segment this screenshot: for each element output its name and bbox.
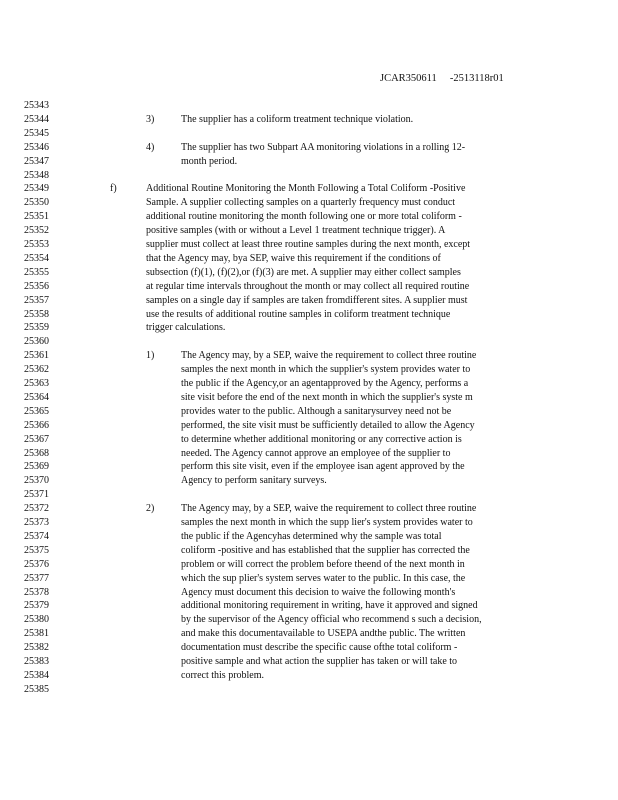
line-number: 25356 xyxy=(24,280,49,292)
line-number: 25363 xyxy=(24,378,49,389)
text-line: additional routine monitoring the month following one or more total coliform - xyxy=(146,211,462,223)
text-line: The supplier has two Subpart AA monitoring violations in a rolling 12- xyxy=(181,141,466,153)
line-number: 25359 xyxy=(24,322,49,334)
document-id-header: JCAR350611 -2513118r01 xyxy=(380,73,504,84)
line-number: 25350 xyxy=(24,197,49,209)
line-number: 25360 xyxy=(24,336,49,348)
text-line: coliform -positive and has established that the supplier has corrected the xyxy=(181,544,470,556)
text-line: Agency to perform sanitary surveys. xyxy=(181,475,327,487)
line-number: 25384 xyxy=(24,669,49,681)
line-number: 25378 xyxy=(24,586,49,598)
text-line: which the sup plier's system serves water to the public. In this case, the xyxy=(181,572,466,584)
text-line: positive sample and what action the supplier has taken or will take to xyxy=(181,656,458,667)
text-line: and make this documentavailable to USEPA andthe public. The written xyxy=(181,628,466,640)
text-line: samples the next month in which the supp lier's system provides water to xyxy=(181,517,473,528)
line-number: 25383 xyxy=(24,656,49,667)
text-line: the public if the Agencyhas determined why the sample was total xyxy=(181,530,442,542)
text-line: Additional Routine Monitoring the Month Following a Total Coliform -Positive xyxy=(146,183,466,195)
text-line: needed. The Agency cannot approve an employee of the supplier to xyxy=(181,447,451,459)
text-line: provides water to the public. Although a sanitarysurvey need not be xyxy=(181,405,452,417)
text-line: month period. xyxy=(181,155,238,167)
line-number: 25367 xyxy=(24,433,49,445)
line-number: 25343 xyxy=(24,100,49,111)
text-line: site visit before the end of the next month in which the supplier's syste m xyxy=(181,391,473,403)
text-line: subsection (f)(1), (f)(2),or (f)(3) are met. A supplier may either collect samples xyxy=(146,266,461,278)
text-line: that the Agency may, bya SEP, waive this requirement if the conditions of xyxy=(146,252,441,264)
text-line: samples on a single day if samples are taken fromdifferent sites. A supplier must xyxy=(146,294,468,306)
item-label: 2) xyxy=(146,503,155,515)
item-label: 3) xyxy=(146,113,155,125)
item-label: 4) xyxy=(146,141,155,153)
line-number: 25344 xyxy=(24,113,49,125)
item-label: f) xyxy=(110,183,117,195)
text-line: supplier must collect at least three routine samples during the next month, except xyxy=(146,239,471,250)
text-line: Agency must document this decision to waive the following month's xyxy=(181,586,456,598)
line-number: 25385 xyxy=(24,683,49,695)
line-number: 25354 xyxy=(24,252,49,264)
line-number: 25365 xyxy=(24,405,49,417)
line-number: 25371 xyxy=(24,489,49,501)
text-line: documentation must describe the specific cause ofthe total coliform - xyxy=(181,642,458,654)
text-line: problem or will correct the problem before theend of the next month in xyxy=(181,558,465,570)
line-number: 25353 xyxy=(24,239,49,250)
line-number: 25376 xyxy=(24,558,49,570)
line-number: 25379 xyxy=(24,600,49,612)
text-line: The Agency may, by a SEP, waive the requirement to collect three routine xyxy=(181,503,477,515)
line-number: 25355 xyxy=(24,266,49,278)
text-line: performed, the site visit must be sufficiently detailed to allow the Agency xyxy=(181,419,475,431)
line-number: 25373 xyxy=(24,517,49,528)
text-line: at regular time intervals throughout the month or may collect all required routine xyxy=(146,280,470,292)
line-number: 25380 xyxy=(24,614,49,626)
line-number: 25351 xyxy=(24,211,49,223)
text-line: to determine whether additional monitoring or any corrective action is xyxy=(181,433,462,445)
line-number: 25369 xyxy=(24,461,49,473)
text-line: The Agency may, by a SEP, waive the requirement to collect three routine xyxy=(181,350,477,362)
text-line: correct this problem. xyxy=(181,669,265,681)
text-line: perform this site visit, even if the employee isan agent approved by the xyxy=(181,461,465,473)
line-number: 25372 xyxy=(24,503,49,515)
text-line: by the supervisor of the Agency official who recommend s such a decision, xyxy=(181,614,482,626)
line-number: 25366 xyxy=(24,419,49,431)
line-number: 25345 xyxy=(24,127,49,139)
line-number: 25347 xyxy=(24,155,49,167)
text-line: the public if the Agency,or an agentapproved by the Agency, performs a xyxy=(181,378,469,389)
line-number: 25382 xyxy=(24,642,49,654)
line-number: 25349 xyxy=(24,183,49,195)
line-number: 25364 xyxy=(24,391,49,403)
text-line: use the results of additional routine samples in coliform treatment technique xyxy=(146,308,451,320)
line-number: 25361 xyxy=(24,350,49,362)
line-number: 25381 xyxy=(24,628,49,640)
line-number: 25377 xyxy=(24,572,49,584)
text-line: trigger calculations. xyxy=(146,322,226,334)
text-line: The supplier has a coliform treatment technique violation. xyxy=(181,113,414,125)
line-number: 25368 xyxy=(24,447,49,459)
line-number: 25374 xyxy=(24,530,49,542)
text-line: samples the next month in which the supplier's system provides water to xyxy=(181,364,471,376)
item-label: 1) xyxy=(146,350,155,362)
line-number: 25370 xyxy=(24,475,49,487)
line-number: 25362 xyxy=(24,364,49,376)
line-number: 25358 xyxy=(24,308,49,320)
text-line: additional monitoring requirement in writing, have it approved and signed xyxy=(181,600,478,612)
line-number: 25348 xyxy=(24,169,49,181)
line-number: 25352 xyxy=(24,225,49,237)
text-line: Sample. A supplier collecting samples on a quarterly frequency must conduct xyxy=(146,197,456,209)
line-number: 25375 xyxy=(24,544,49,556)
line-number: 25346 xyxy=(24,141,49,153)
line-number: 25357 xyxy=(24,294,49,306)
text-line: positive samples (with or without a Level 1 treatment technique trigger). A xyxy=(146,225,446,237)
